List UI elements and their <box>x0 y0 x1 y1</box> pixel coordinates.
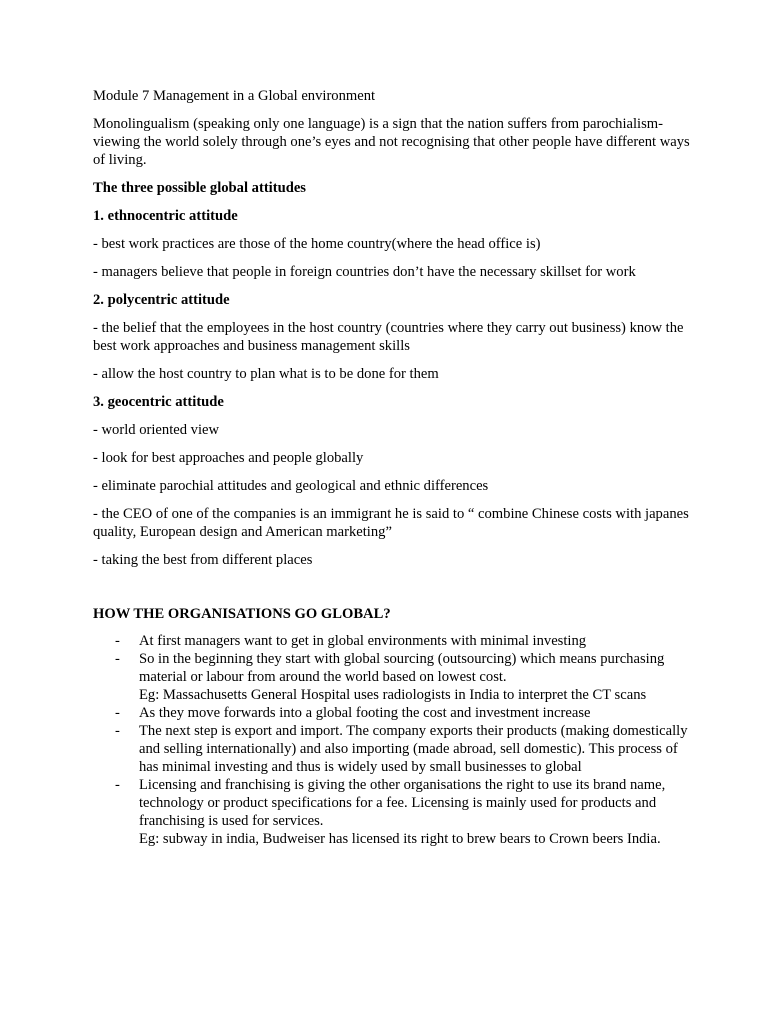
list-item <box>93 650 693 704</box>
list-item <box>93 722 693 776</box>
ethnocentric-heading: 1. ethnocentric attitude <box>93 208 238 224</box>
list-item-text: Licensing and franchising is giving the other organisations the right to use its brand name, technology or product specifications for a fee. Licensing is mainly used for products and franchising is used for services. <box>139 777 666 829</box>
geocentric-point: - the CEO of one of the companies is an immigrant he is said to “ combine Chinese costs with japanes quality, European design and American marketing” <box>93 506 689 540</box>
global-section-heading: HOW THE ORGANISATIONS GO GLOBAL? <box>93 606 391 622</box>
geocentric-point: - taking the best from different places <box>93 552 313 568</box>
attitudes-heading: The three possible global attitudes <box>93 180 306 196</box>
polycentric-heading: 2. polycentric attitude <box>93 292 230 308</box>
document-title: Module 7 Management in a Global environment <box>93 88 376 104</box>
polycentric-point: - the belief that the employees in the host country (countries where they carry out business) know the best work approaches and business management skills <box>93 320 684 354</box>
section-gap <box>93 579 693 605</box>
list-item-example: Eg: subway in india, Budweiser has licensed its right to brew bears to Crown beers India. <box>139 831 661 847</box>
dash-bullet: - <box>115 777 120 793</box>
dash-bullet: - <box>115 651 120 667</box>
list-item-example: Eg: Massachusetts General Hospital uses radiologists in India to interpret the CT scans <box>139 687 647 703</box>
document-body <box>93 87 693 848</box>
ethnocentric-point: - managers believe that people in foreign countries don’t have the necessary skillset for work <box>93 264 636 280</box>
dash-bullet: - <box>115 705 120 721</box>
list-item-text: The next step is export and import. The company exports their products (making domestically and selling internationally) and also importing (made abroad, sell domestic). This process of has minimal investing and thus is widely used by small businesses to global <box>139 723 688 775</box>
ethnocentric-point: - best work practices are those of the home country(where the head office is) <box>93 236 541 252</box>
polycentric-point: - allow the host country to plan what is to be done for them <box>93 366 439 382</box>
geocentric-heading: 3. geocentric attitude <box>93 394 224 410</box>
list-item-text: At first managers want to get in global environments with minimal investing <box>139 633 587 649</box>
geocentric-point: - look for best approaches and people globally <box>93 450 364 466</box>
intro-paragraph: Monolingualism (speaking only one language) is a sign that the nation suffers from parochialism- viewing the world solely through one’s eyes and not recognising that other people have different ways of living. <box>93 116 690 168</box>
geocentric-point: - world oriented view <box>93 422 220 438</box>
list-item-text: As they move forwards into a global footing the cost and investment increase <box>139 705 591 721</box>
list-item-text: So in the beginning they start with global sourcing (outsourcing) which means purchasing material or labour from around the world based on lowest cost. <box>139 651 665 685</box>
dash-bullet: - <box>115 633 120 649</box>
list-item <box>93 632 693 650</box>
dash-bullet: - <box>115 723 120 739</box>
global-steps-list <box>93 632 693 848</box>
list-item <box>93 776 693 848</box>
list-item <box>93 704 693 722</box>
geocentric-point: - eliminate parochial attitudes and geological and ethnic differences <box>93 478 489 494</box>
